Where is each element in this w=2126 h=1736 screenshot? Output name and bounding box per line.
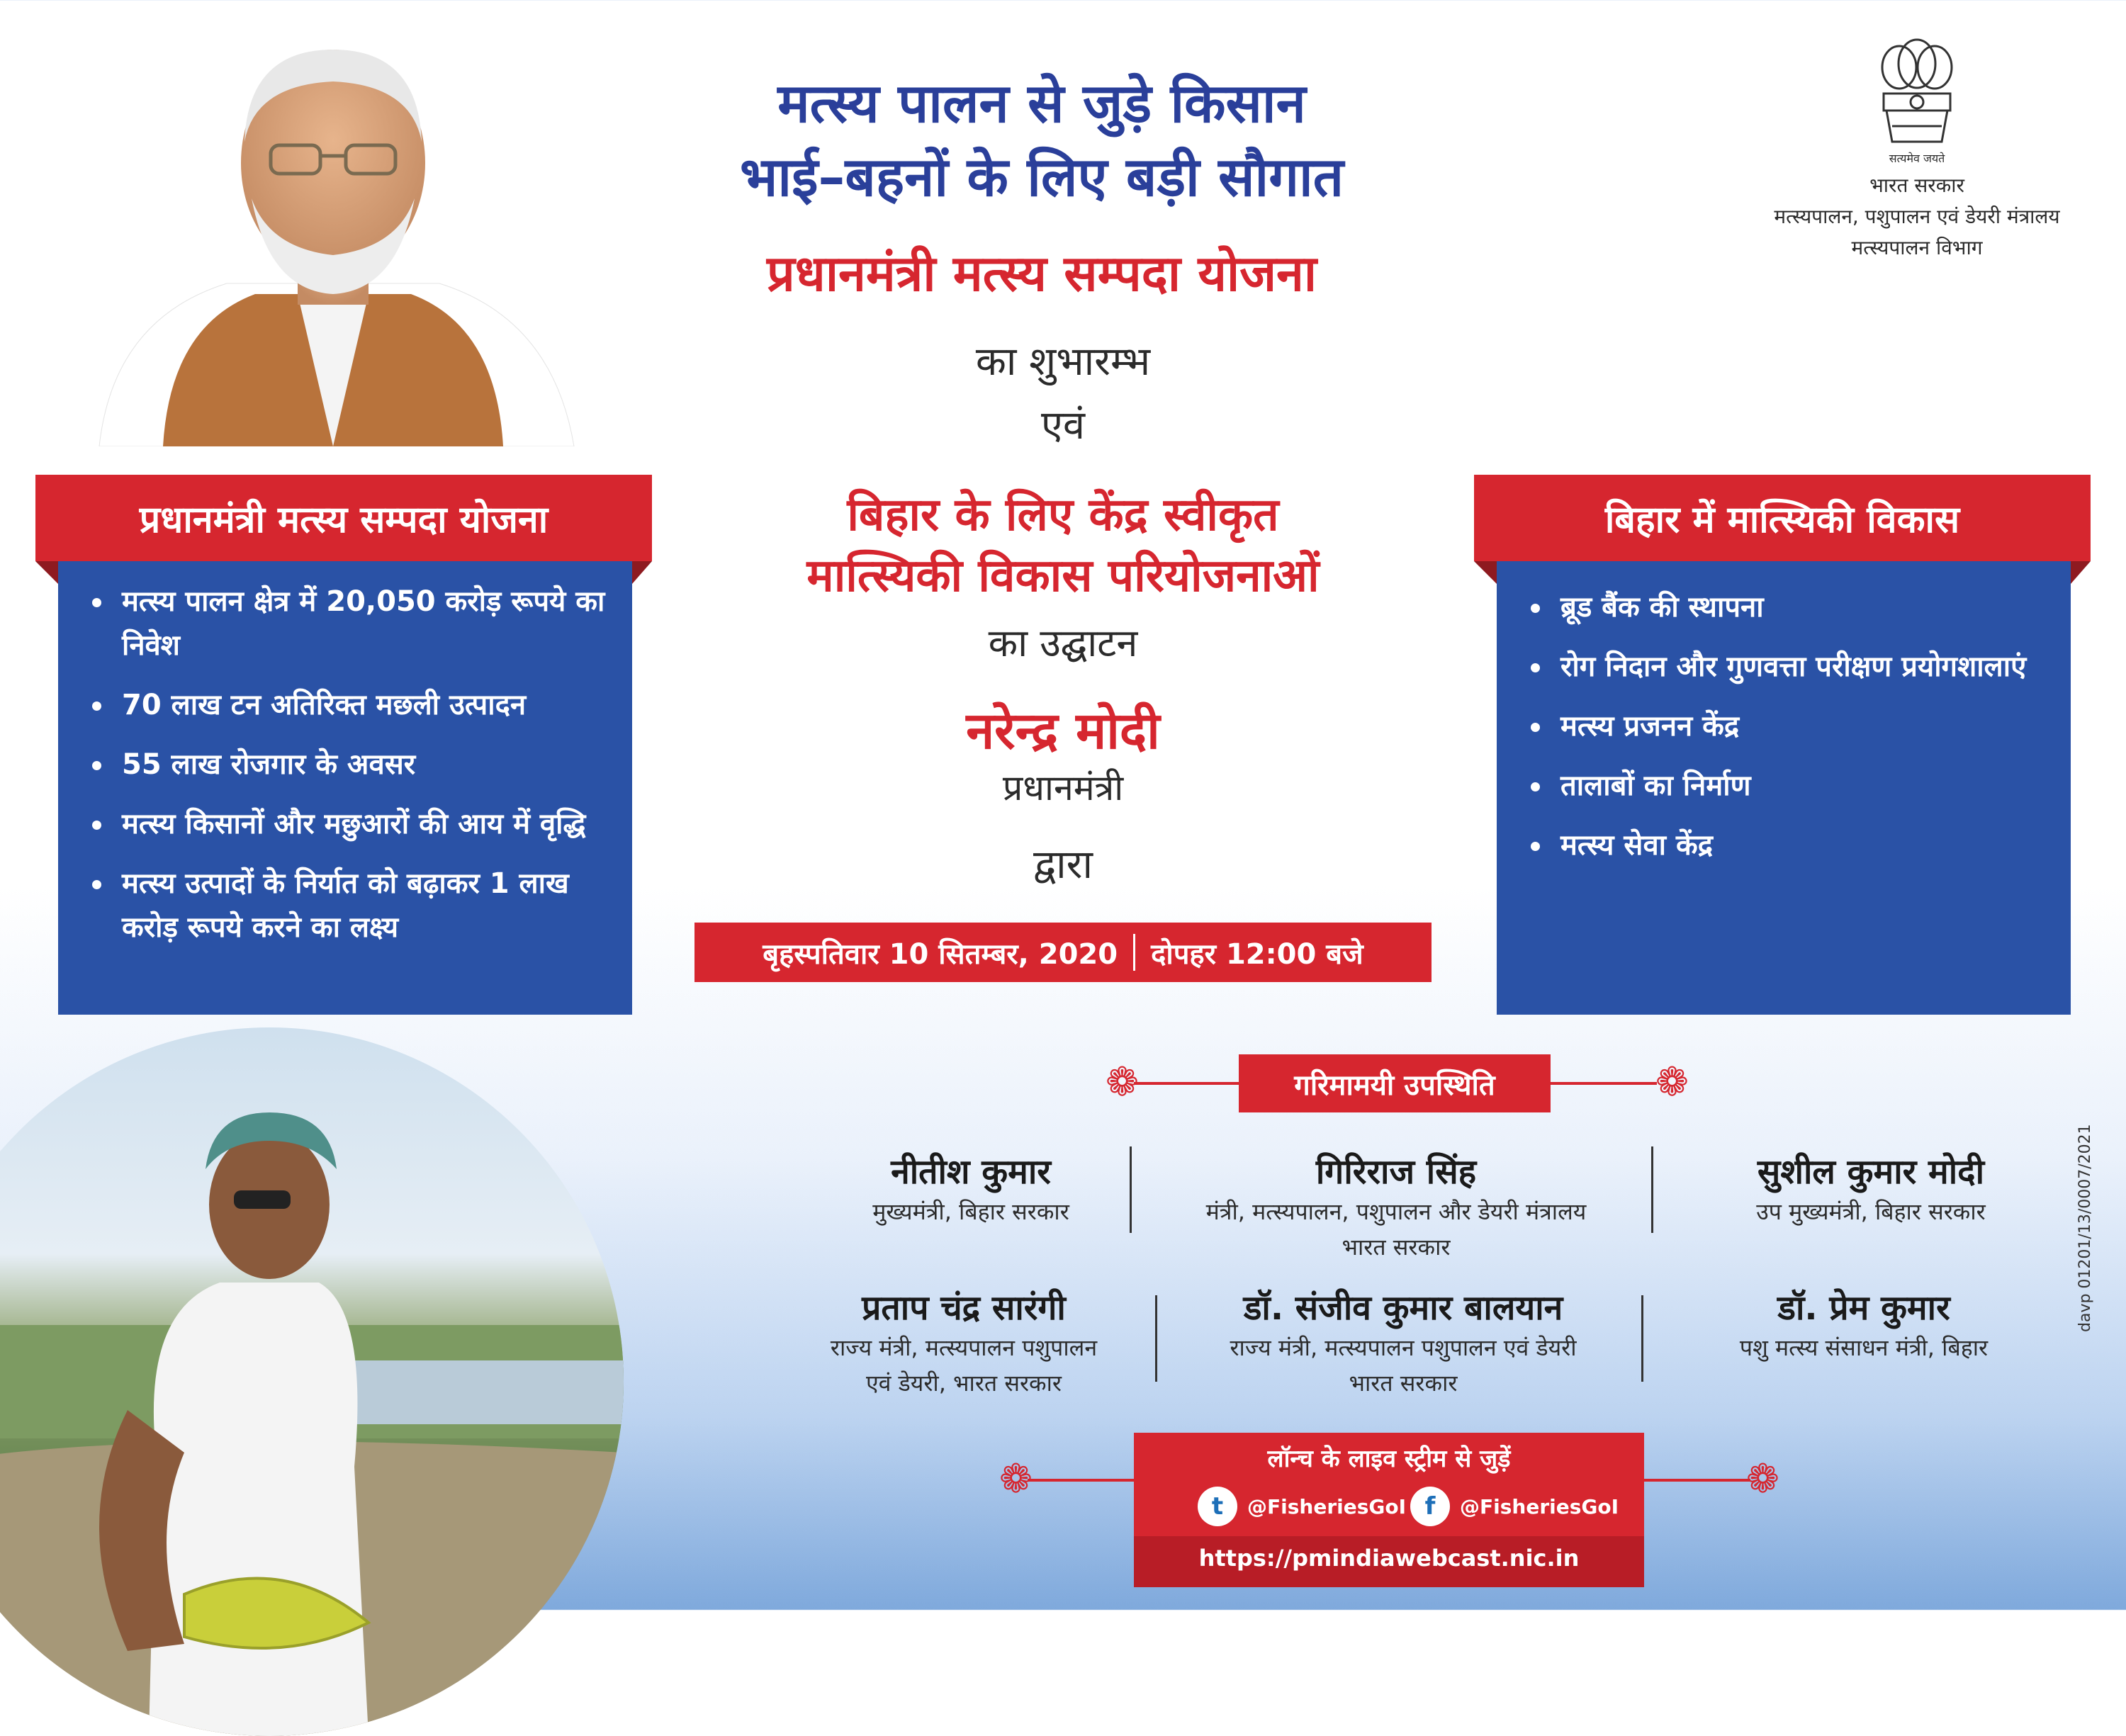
dignitary: [780, 1284, 1148, 1401]
dignitary-role: मंत्री, मत्स्यपालन, पशुपालन और डेयरी मंत्रालय: [1205, 1198, 1587, 1225]
live-ornament-right-icon: ❁: [1746, 1456, 1779, 1502]
farmer-photo: [0, 1027, 624, 1736]
dignitary-role-2: भारत सरकार: [1349, 1370, 1458, 1397]
dignitary-name: डॉ. प्रेम कुमार: [1777, 1288, 1950, 1328]
list-item: तालाबों का निर्माण: [1560, 764, 2045, 808]
livestream-url[interactable]: https://pmindiawebcast.nic.in: [1198, 1545, 1580, 1572]
list-item: मत्स्य सेवा केंद्र: [1560, 823, 2045, 867]
inauguration-text: का उद्घाटन: [988, 621, 1138, 665]
ornament-line-left: [1134, 1082, 1239, 1085]
list-item: मत्स्य किसानों और मछुआरों की आय में वृद्धि: [122, 802, 607, 846]
list-item: मत्स्य प्रजनन केंद्र: [1560, 704, 2045, 748]
left-box-body: [58, 561, 632, 1015]
dignitary: [1162, 1284, 1644, 1401]
right-box-title: बिहार में मात्स्यिकी विकास: [1474, 475, 2091, 561]
left-box-fold: [35, 561, 58, 584]
event-time: दोपहर 12:00 बजे: [1151, 937, 1363, 971]
projects-line-1: बिहार के लिए केंद्र स्वीकृत: [847, 489, 1279, 541]
separator: [1641, 1295, 1643, 1382]
ornament-line-right: [1551, 1082, 1657, 1085]
by-text: द्वारा: [1033, 842, 1093, 888]
emblem-motto: सत्यमेव जयते: [1889, 152, 1945, 165]
government-block: [1715, 170, 2119, 264]
left-box-title: प्रधानमंत्री मत्स्य सम्पदा योजना: [35, 475, 652, 561]
livestream-title: लॉन्च के लाइव स्ट्रीम से जुड़ें: [1267, 1445, 1511, 1473]
dignitary: [1651, 1284, 2076, 1365]
live-ornament-left-icon: ❁: [999, 1456, 1033, 1502]
list-item: मत्स्य पालन क्षेत्र में 20,050 करोड़ रूपये का निवेश: [122, 580, 607, 667]
and-text: एवं: [1040, 402, 1086, 449]
dignitary-role: पशु मत्स्य संसाधन मंत्री, बिहार: [1739, 1334, 1989, 1361]
govt-line-1: भारत सरकार: [1869, 174, 1964, 197]
dignitary-name: नीतीश कुमार: [891, 1152, 1051, 1192]
govt-line-3: मत्स्यपालन विभाग: [1851, 236, 1983, 259]
pm-title: प्रधानमंत्री: [1002, 767, 1124, 808]
live-ornament-line-left: [1028, 1479, 1134, 1482]
twitter-icon: t: [1198, 1487, 1237, 1526]
dignitary-role: राज्य मंत्री, मत्स्यपालन पशुपालन: [830, 1334, 1098, 1361]
prime-minister-portrait: [85, 21, 581, 446]
ornament-right-icon: ❁: [1655, 1059, 1689, 1105]
event-date-bar: [694, 923, 1432, 982]
dignitary-name: सुशील कुमार मोदी: [1757, 1152, 1985, 1192]
list-item: मत्स्य उत्पादों के निर्यात को बढ़ाकर 1 लाख करोड़ रूपये करने का लक्ष्य: [122, 862, 607, 949]
dignitary-name: प्रताप चंद्र सारंगी: [862, 1288, 1066, 1328]
dignitary: [822, 1148, 1120, 1229]
right-box-body: [1497, 561, 2071, 1015]
separator: [1155, 1295, 1157, 1382]
facebook-handle[interactable]: [1410, 1487, 1619, 1526]
national-emblem-icon: [1871, 35, 1963, 156]
facebook-handle-text: @FisheriesGoI: [1460, 1494, 1619, 1518]
right-box-fold-right: [2071, 561, 2091, 584]
dignitary-name: गिरिराज सिंह: [1315, 1152, 1477, 1192]
pm-name: नरेन्द्र मोदी: [966, 701, 1160, 760]
facebook-icon: f: [1410, 1487, 1450, 1526]
right-box-fold: [1474, 561, 1497, 584]
list-item: रोग निदान और गुणवत्ता परीक्षण प्रयोगशालाएं: [1560, 645, 2045, 689]
event-date: बृहस्पतिवार 10 सितम्बर, 2020: [763, 937, 1118, 971]
twitter-handle[interactable]: [1198, 1487, 1406, 1526]
live-ornament-line-right: [1644, 1479, 1750, 1482]
ornament-left-icon: ❁: [1106, 1059, 1139, 1105]
dignitary-role: मुख्यमंत्री, बिहार सरकार: [872, 1198, 1069, 1225]
headline-line-1: मत्स्य पालन से जुड़े किसान: [777, 72, 1306, 135]
list-item: ब्रूड बैंक की स्थापना: [1560, 585, 2045, 629]
left-box-fold-right: [632, 561, 652, 584]
scheme-title: प्रधानमंत्री मत्स्य सम्पदा योजना: [766, 244, 1317, 303]
dignitary-name: डॉ. संजीव कुमार बालयान: [1243, 1288, 1563, 1328]
dignitary-role: राज्य मंत्री, मत्स्यपालन पशुपालन एवं डेयरी: [1230, 1334, 1577, 1361]
dignitary: [1141, 1148, 1651, 1265]
davp-code: davp 01201/13/0007/2021: [2076, 1124, 2094, 1332]
dignitary-role-2: एवं डेयरी, भारत सरकार: [865, 1370, 1062, 1397]
dignitaries-title: गरिमामयी उपस्थिति: [1239, 1054, 1551, 1112]
dignitary-role: उप मुख्यमंत्री, बिहार सरकार: [1756, 1198, 1986, 1225]
list-item: 70 लाख टन अतिरिक्त मछली उत्पादन: [122, 683, 607, 727]
right-box-list: [1497, 561, 2071, 897]
launch-text: का शुभारम्भ: [975, 339, 1151, 385]
projects-line-2: मात्स्यिकी विकास परियोजनाओं: [806, 550, 1320, 602]
separator: [1651, 1146, 1653, 1233]
headline-line-2: भाई–बहनों के लिए बड़ी सौगात: [739, 145, 1344, 208]
date-separator: [1133, 934, 1135, 971]
left-box-list: [58, 561, 632, 979]
dignitary: [1665, 1148, 2076, 1229]
govt-line-2: मत्स्यपालन, पशुपालन एवं डेयरी मंत्रालय: [1774, 205, 2060, 228]
dignitary-role-2: भारत सरकार: [1342, 1234, 1451, 1261]
list-item: 55 लाख रोजगार के अवसर: [122, 743, 607, 787]
twitter-handle-text: @FisheriesGoI: [1247, 1494, 1407, 1518]
separator: [1130, 1146, 1132, 1233]
